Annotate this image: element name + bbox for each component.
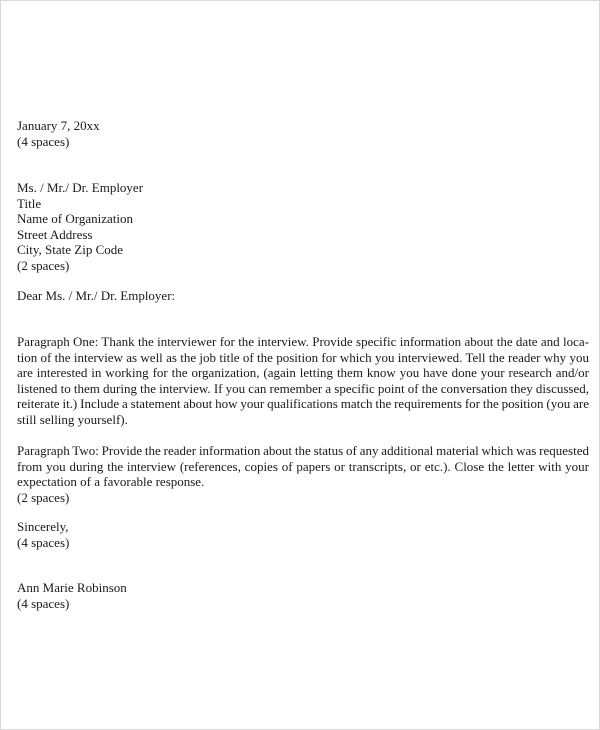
paragraph-line: Paragraph One: Thank the interviewer for the interview. Provide specific information about the date and loca- [17, 334, 589, 349]
recipient-organization: Name of Organization [17, 211, 133, 226]
closing-block [17, 519, 589, 550]
paragraph-two [17, 443, 589, 505]
recipient-spacing-note: (2 spaces) [17, 257, 70, 273]
recipient-block [17, 180, 589, 273]
paragraph-line: Paragraph Two: Provide the reader information about the status of any additional material which was requested [17, 443, 589, 458]
signature-name: Ann Marie Robinson [17, 580, 127, 595]
closing-line: Sincerely, [17, 519, 69, 534]
date-block [17, 118, 589, 149]
recipient-title: Title [17, 195, 42, 211]
paragraph-line: from you during the interview (references, copies of papers or transcripts, or etc.). Close the letter with your [17, 458, 589, 474]
paragraph-line: tion of the interview as well as the job title of the position for which you interviewed. Tell the reader why you [17, 349, 589, 365]
date-spacing-note: (4 spaces) [17, 133, 70, 149]
closing-spacing-note: (4 spaces) [17, 534, 70, 550]
recipient-street: Street Address [17, 226, 93, 242]
signature-block [17, 580, 589, 611]
date-line: January 7, 20xx [17, 118, 100, 133]
paragraph-line: listened to them during the interview. If you can remember a specific point of the conversation they discussed, [17, 380, 589, 396]
paragraph-line: are interested in working for the organization, (again letting them know you have done your research and/or [17, 365, 589, 380]
recipient-city: City, State Zip Code [17, 242, 124, 257]
recipient-name: Ms. / Mr./ Dr. Employer [17, 180, 144, 195]
paragraph-line: still selling yourself). [17, 411, 128, 427]
paragraph-line: expectation of a favorable response. [17, 474, 205, 489]
salutation-block [17, 288, 589, 304]
paragraph-one [17, 334, 589, 427]
paragraph-line: reiterate it.) Include a statement about how your qualifications match the requirements for the position (you are [17, 396, 589, 411]
signature-spacing-note: (4 spaces) [17, 595, 70, 611]
salutation: Dear Ms. / Mr./ Dr. Employer: [17, 288, 176, 303]
paragraph-spacing-note: (2 spaces) [17, 489, 70, 505]
